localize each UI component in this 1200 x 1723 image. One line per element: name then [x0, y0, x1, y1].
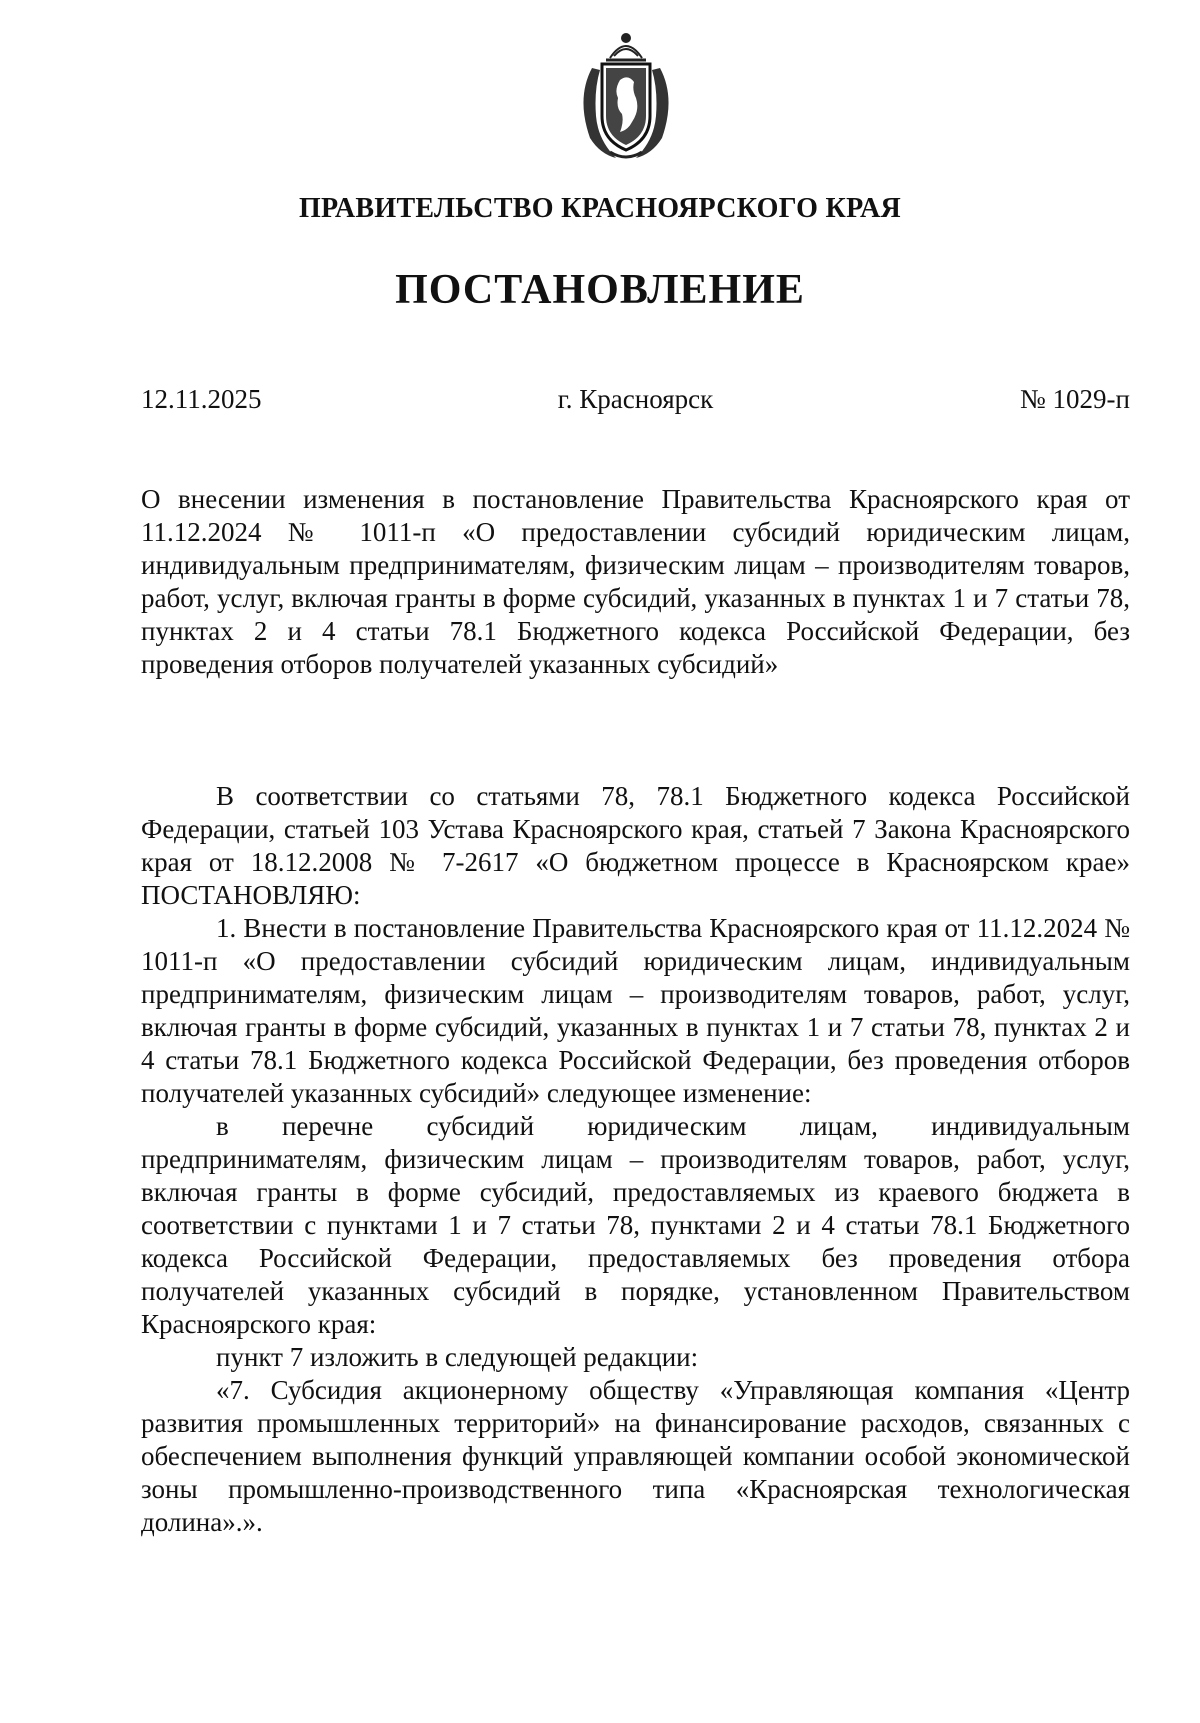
coat-of-arms-icon — [570, 28, 682, 164]
document-meta-row — [141, 384, 1130, 418]
document-city: г. Красноярск — [557, 384, 714, 414]
document-subject: О внесении изменения в постановление Правительства Красноярского края от 11.12.2024 № 1011-п «О предоставлении субсидий юридическим лицам, индивидуальным предпринимателям, физическим лицам – производителям товаров, работ, услуг, включая гранты в форме субсидий, указанных в пунктах 1 и 7 статьи 78, пунктах 2 и 4 статьи 78.1 Бюджетного кодекса Российской Федерации, без проведения отборов получателей указанных субсидий» — [141, 484, 1130, 679]
body-paragraph: 1. Внести в постановление Правительства Красноярского края от 11.12.2024 № 1011-п «О предоставлении субсидий юридическим лицам, индивидуальным предпринимателям, физическим лицам – производителям товаров, работ, услуг, включая гранты в форме субсидий, указанных в пунктах 1 и 7 статьи 78, пунктах 2 и 4 статьи 78.1 Бюджетного кодекса Российской Федерации, без проведения отборов получателей указанных субсидий» следующее изменение: — [141, 913, 1130, 1108]
body-paragraph: В соответствии со статьями 78, 78.1 Бюджетного кодекса Российской Федерации, статьей 103 Устава Красноярского края, статьей 7 Закона Красноярского края от 18.12.2008 № 7-2617 «О бюджетном процессе в Красноярском крае» ПОСТАНОВЛЯЮ: — [141, 781, 1130, 910]
body-paragraph: в перечне субсидий юридическим лицам, индивидуальным предпринимателям, физическим лицам – производителям товаров, работ, услуг, включая гранты в форме субсидий, предоставляемых из краевого бюджета в соответствии с пунктами 1 и 7 статьи 78, пунктами 2 и 4 статьи 78.1 Бюджетного кодекса Российской Федерации, предоставляемых без проведения отбора получателей указанных субсидий в порядке, установленном Правительством Красноярского края: — [141, 1111, 1130, 1339]
body-paragraph: «7. Субсидия акционерному обществу «Управляющая компания «Центр развития промышленных территорий» на финансирование расходов, связанных с обеспечением выполнения функций управляющей компании особой экономической зоны промышленно-производственного типа «Красноярская технологическая долина».». — [141, 1375, 1130, 1537]
organization-title: ПРАВИТЕЛЬСТВО КРАСНОЯРСКОГО КРАЯ — [298, 193, 902, 224]
document-body — [141, 780, 1130, 1539]
document-type-title: ПОСТАНОВЛЕНИЕ — [395, 267, 805, 313]
body-paragraph: пункт 7 изложить в следующей редакции: — [216, 1342, 699, 1372]
document-number: № 1029-п — [1020, 384, 1130, 414]
document-date: 12.11.2025 — [141, 384, 262, 414]
